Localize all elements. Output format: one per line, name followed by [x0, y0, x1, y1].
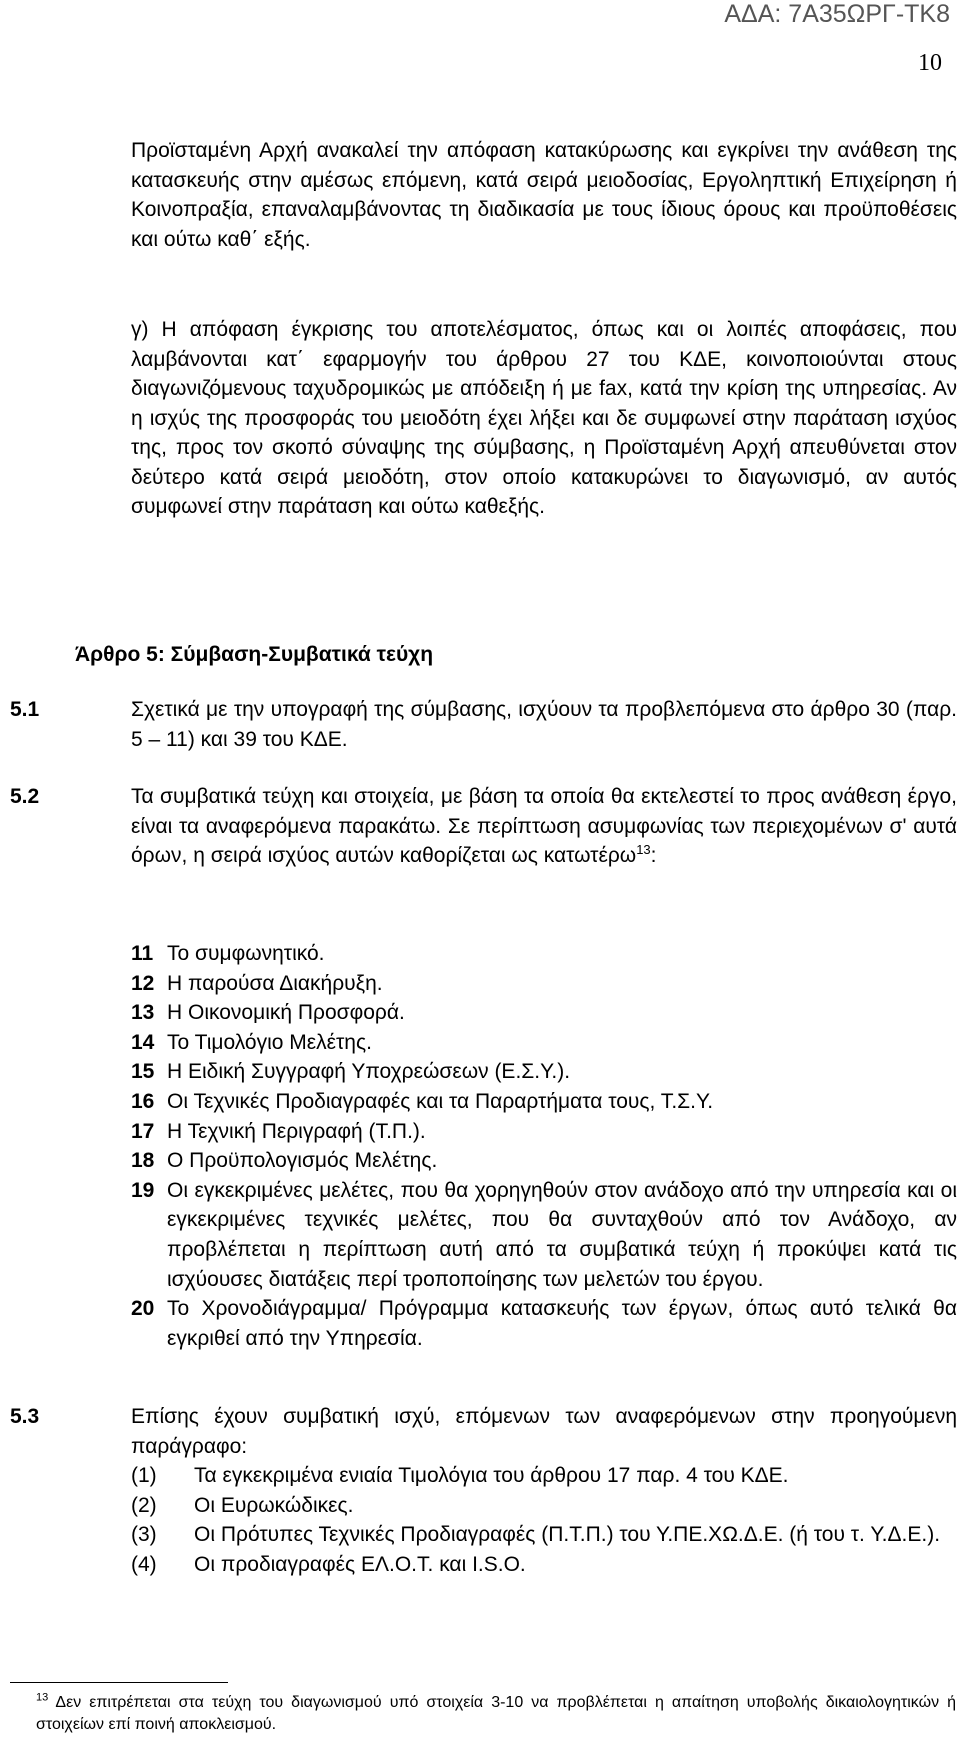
list-item [131, 998, 957, 1028]
intro-paragraph: Προϊσταμένη Αρχή ανακαλεί την απόφαση κατακύρωσης και εγκρίνει την ανάθεση της κατασκευής στην αμέσως επόμενη, κατά σειρά μειοδοσίας, Εργοληπτική Επιχείρηση ή Κοινοπραξία, επαναλαμβάνοντας τη διαδικασία με τους ίδιους όρους και προϋποθέσεις και ούτω καθ΄ εξής. [131, 139, 957, 251]
list-item-number: 13 [131, 1001, 155, 1025]
list-item-text: Το συμφωνητικό. [167, 942, 325, 965]
list-item-text: Η παρούσα Διακήρυξη. [167, 971, 383, 995]
article-heading: Άρθρο 5: Σύμβαση-Συμβατικά τεύχη [75, 643, 434, 666]
section-5-3-text: Επίσης έχουν συμβατική ισχύ, επόμενων των αναφερόμενων στην προηγούμενη παράγραφο: [131, 1405, 957, 1458]
list-item [131, 1294, 957, 1353]
list-item [131, 939, 957, 969]
list-item [131, 1087, 957, 1117]
section-5-3-list [131, 1461, 957, 1579]
gamma-paragraph: γ) Η απόφαση έγκρισης του αποτελέσματος, όπως και οι λοιπές αποφάσεις, που λαμβάνονται κατ΄ εφαρμογήν του άρθρου 27 του ΚΔΕ, κοινοποιούνται στους διαγωνιζόμενους ταχυδρομικώς με απόδειξη ή με fax, κατά την κρίση της υπηρεσίας. Αν η ισχύς της προσφοράς του μειοδότη έχει λήξει και δε συμφωνεί στην παράταση ισχύος της, προς τον σκοπό σύναψης της σύμβασης, η Προϊσταμένη Αρχή απευθύνεται στον δεύτερο κατά σειρά μειοδότη, στον οποίο κατακυρώνει το διαγωνισμό, αν αυτός συμφωνεί στην παράταση και ούτω καθεξής. [131, 318, 957, 518]
footnote-separator [10, 1682, 228, 1683]
list-item-number: 11 [131, 942, 154, 965]
list-item-number: 20 [131, 1297, 155, 1321]
section-5-1-number: 5.1 [10, 698, 40, 721]
section-5-3-number: 5.3 [10, 1405, 40, 1428]
list-item [131, 1117, 957, 1147]
footnote-text: Δεν επιτρέπεται στα τεύχη του διαγωνισμού υπό στοιχεία 3-10 να προβλέπεται η απαίτηση υποβολής δικαιολογητικών ή στοιχείων επί ποινή αποκλεισμού. [36, 1694, 957, 1733]
list-item-text: Οι Πρότυπες Τεχνικές Προδιαγραφές (Π.Τ.Π.) του Υ.ΠΕ.ΧΩ.Δ.Ε. (ή του τ. Υ.Δ.Ε.). [194, 1523, 941, 1546]
footnote-number: 13 [36, 1691, 49, 1704]
section-5-1-text: Σχετικά με την υπογραφή της σύμβασης, ισχύουν τα προβλεπόμενα στο άρθρο 30 (παρ. 5 – 11) και 39 του ΚΔΕ. [131, 698, 957, 751]
list-item-number: (3) [131, 1523, 157, 1546]
list-item-number: 15 [131, 1060, 155, 1084]
list-item-text: Οι προδιαγραφές ΕΛ.Ο.Τ. και I.S.O. [194, 1552, 526, 1576]
page-number: 10 [918, 50, 942, 76]
section-5-2-text [131, 782, 957, 871]
list-item-text: Οι Ευρωκώδικες. [194, 1493, 354, 1517]
list-item-number: 16 [131, 1089, 155, 1113]
section-5-2-body: Τα συμβατικά τεύχη και στοιχεία, με βάση τα οποία θα εκτελεστεί το προς ανάθεση έργο, είναι τα αναφερόμενα παρακάτω. Σε περίπτωση ασυμφωνίας των περιεχομένων σ' αυτά όρων, η σειρά ισχύος αυτών καθορίζεται ως κατωτέρω [131, 785, 957, 867]
list-item [131, 1461, 957, 1491]
list-item-text: Οι εγκεκριμένες μελέτες, που θα χορηγηθούν στον ανάδοχο από την υπηρεσία και οι εγκεκριμένες τεχνικές μελέτες, που θα συνταχθούν από τον Ανάδοχο, αν προβλέπεται η περίπτωση αυτή από τα συμβατικά τεύχη ή προκύψει κατά τις ισχύουσες διατάξεις περί τροποποίησης των μελετών του έργου. [167, 1178, 957, 1291]
list-item [131, 1176, 957, 1294]
list-item-text: Το Χρονοδιάγραμμα/ Πρόγραμμα κατασκευής των έργων, όπως αυτό τελικά θα εγκριθεί από την Υπηρεσία. [167, 1297, 957, 1350]
list-item-number: (2) [131, 1493, 157, 1517]
list-item-number: 18 [131, 1149, 155, 1173]
contract-documents-list [131, 939, 957, 1353]
list-item-text: Τα εγκεκριμένα ενιαία Τιμολόγια του άρθρου 17 παρ. 4 του ΚΔΕ. [194, 1464, 789, 1487]
list-item-number: 19 [131, 1178, 155, 1202]
list-item-number: 14 [131, 1030, 155, 1054]
list-item [131, 1491, 957, 1521]
list-item-text: Ο Προϋπολογισμός Μελέτης. [167, 1149, 438, 1173]
list-item [131, 1520, 957, 1550]
list-item [131, 1146, 957, 1176]
list-item [131, 1057, 957, 1087]
list-item-number: 12 [131, 971, 155, 995]
list-item-text: Η Οικονομική Προσφορά. [167, 1001, 405, 1025]
list-item-number: 17 [131, 1119, 155, 1143]
section-5-2-tail: : [650, 844, 657, 867]
footnote [36, 1692, 956, 1736]
ada-identifier: ΑΔΑ: 7Α35ΩΡΓ-ΤΚ8 [724, 0, 950, 28]
list-item-text: Η Ειδική Συγγραφή Υποχρεώσεων (Ε.Σ.Υ.). [167, 1060, 571, 1084]
list-item-number: (4) [131, 1552, 157, 1576]
list-item [131, 969, 957, 999]
list-item-text: Η Τεχνική Περιγραφή (Τ.Π.). [167, 1119, 426, 1143]
section-5-2-number: 5.2 [10, 785, 40, 808]
list-item [131, 1028, 957, 1058]
list-item-text: Το Τιμολόγιο Μελέτης. [167, 1030, 372, 1054]
list-item [131, 1550, 957, 1580]
list-item-number: (1) [131, 1464, 157, 1487]
list-item-text: Οι Τεχνικές Προδιαγραφές και τα Παραρτήματα τους, Τ.Σ.Υ. [167, 1089, 714, 1113]
footnote-reference: 13 [636, 842, 651, 857]
